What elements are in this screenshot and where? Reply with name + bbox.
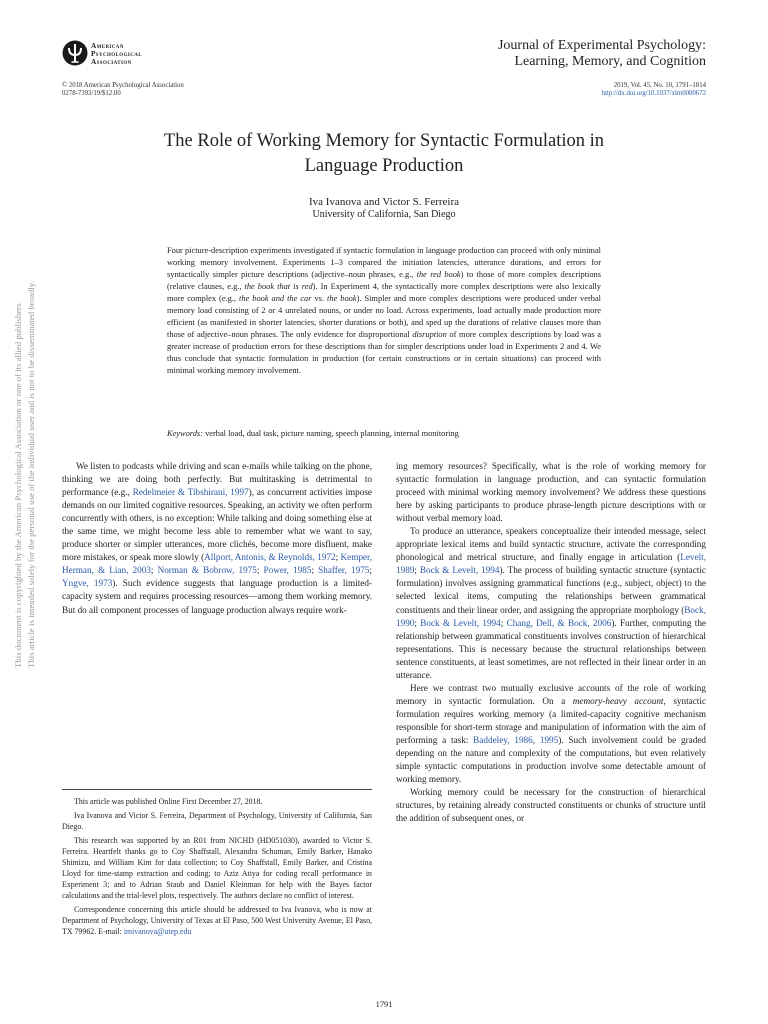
body-paragraph: ing memory resources? Specifically, what is the role of working memory for syntactic formulation in language production, and can syntactic formulation proceed with minimal working memory involvement? We address these questions here by asking participants to produce phrase-length picture descriptions with or without verbal memory load. — [396, 461, 706, 524]
citation-link[interactable]: Redelmeier & Tibshirani, 1997 — [132, 487, 249, 498]
journal-name — [376, 38, 706, 70]
citation-link[interactable]: Chang, Dell, & Bock, 2006 — [506, 617, 612, 628]
keywords — [167, 428, 601, 440]
citation-link[interactable]: imivanova@utep.edu — [123, 927, 192, 936]
volume-line: 2019, Vol. 45, No. 10, 1791–1814 — [613, 82, 706, 89]
citation-link[interactable]: Bock & Levelt, 1994 — [419, 565, 500, 576]
citation-link[interactable]: Shaffer, 1975 — [318, 565, 370, 576]
body-paragraph: Here we contrast two mutually exclusive accounts of the role of working memory in syntactic formulation. On a memory-heavy account, syntactic formulation requires working memory (a limited-capacity cognitive mechanism responsible for short-term storage and manipulation of information with the aim of performing a task: Baddeley, 1986, 1995). Such involvement could be graded depending on the nature and complexity of the computations, but even relatively simple syntactic computations in production involve some detectable amount of working memory. — [396, 682, 706, 785]
publisher-line: American — [91, 42, 124, 50]
journal-line: Journal of Experimental Psychology: — [497, 38, 706, 53]
italic-text: memory-heavy account — [572, 695, 664, 706]
keywords-label: Keywords: — [167, 429, 203, 438]
citation-link[interactable]: Baddeley, 1986 — [473, 734, 533, 745]
body-paragraph: We listen to podcasts while driving and scan e-mails while talking on the phone, thinking we are doing both perfectly. But multitasking is detrimental to performance (e.g., Redelmeier & Tibshirani, 1997), as concurrent activities impose demands on our limited cognitive resources. Speaking, an activity we often perform concurrently with others, is no exception: While talking and doing something else at the same time, we might become less able to remember what we want to say, produce shorter or simpler utterances, more clichés, become more disfluent, make more mistakes, or speak more slowly (Allport, Antonis, & Reynolds, 1972; Kemper, Herman, & Lian, 2003; Norman & Bobrow, 1975; Power, 1985; Shaffer, 1975; Yngve, 1973). Such evidence suggests that language production is a limited-capacity system and requires processing resources—among them working memory. But do all component processes of language production always require work- — [62, 461, 373, 615]
citation-link[interactable]: Yngve, 1973 — [62, 578, 113, 589]
citation-link[interactable]: 1995 — [539, 734, 559, 745]
publisher-line: Psychological — [91, 50, 142, 58]
issn-line: 0278-7393/19/$12.00 — [62, 90, 121, 97]
citation-link[interactable]: Allport, Antonis, & Reynolds, 1972 — [204, 552, 336, 563]
sidebar-line: This article is intended solely for the personal use of the individual user and is not to be disseminated broadly. — [26, 281, 36, 668]
abstract: Four picture-description experiments investigated if syntactic formulation in language production can proceed with only minimal working memory involvement. Experiments 1–3 compared the initiation latencies, utterance durations, and errors for syntactically simpler picture descriptions (adjective–noun phrases, e.g., the red book) to those of more complex descriptions (relative clauses, e.g., the book that is red). In Experiment 4, the syntactically more complex descriptions were also lexically more complex (e.g., the book and the car vs. the book). Simpler and more complex descriptions were produced under verbal memory load consisting of 2 or 4 unrelated nouns, or under no load. Across experiments, load actually made production more efficient (as manifested in shorter latencies, shorter durations or both), and sped up the durations of relative clauses more than those of adjective–noun phrases. The only evidence for disproportional disruption of more complex descriptions by load was a greater increase of production errors for these descriptions than for simpler descriptions under load in Experiments 2 and 4. We thus conclude that syntactic formulation in production (for certain constructions or in certain situations) can proceed with minimal working memory involvement. — [167, 246, 602, 376]
title-line: Language Production — [304, 156, 464, 176]
copyright-block — [62, 82, 184, 98]
doi-link[interactable]: http://dx.doi.org/10.1037/xlm0000672 — [601, 90, 706, 97]
article-title — [62, 129, 706, 179]
citation-link[interactable]: Kemper, Herman, & Lian, 2003 — [62, 552, 373, 576]
italic-text: the book and the car — [239, 294, 312, 304]
footnote-divider — [62, 789, 372, 790]
italic-text: the book — [327, 294, 357, 304]
footnote: This article was published Online First December 27, 2018. — [74, 797, 263, 806]
publisher-name — [91, 42, 142, 66]
footnote: Correspondence concerning this article should be addressed to Iva Ivanova, who is now at Department of Psychology, University of Texas at El Paso, 500 West University Avenue, El Paso, TX 79962. E-mail: imivanova@utep.edu — [62, 905, 372, 936]
citation-link[interactable]: Power, 1985 — [263, 565, 312, 576]
footnotes — [62, 796, 372, 940]
footnote: Iva Ivanova and Victor S. Ferreira, Department of Psychology, University of California, San Diego. — [62, 811, 372, 831]
journal-line: Learning, Memory, and Cognition — [514, 54, 706, 69]
affiliation: University of California, San Diego — [312, 209, 456, 220]
body-paragraph: To produce an utterance, speakers conceptualize their intended message, select appropriate lexical items and build syntactic structure, activate the corresponding phonological and metrical structure, and finally engage in articulation (Levelt, 1989; Bock & Levelt, 1994). The process of building syntactic structure (syntactic formulation) involves assigning grammatical functions (e.g., subject, object) to the selected lexical items, computing the relationships between grammatical constituents and their linear order, and assigning the appropriate morphology (Bock, 1990; Bock & Levelt, 1994; Chang, Dell, & Bock, 2006). Further, computing the relationship between grammatical constituents involves construction of hierarchical representations. This is necessary because the structural relationships between sentence constituents, at least sometimes, are not reflected in their linear order in an utterance. — [396, 526, 706, 680]
apa-psi-icon — [62, 40, 88, 66]
copyright-line: © 2018 American Psychological Association — [62, 82, 184, 89]
italic-text: disruption — [412, 330, 447, 340]
footnote: This research was supported by an R01 from NICHD (HD051030), awarded to Victor S. Ferreira. Heartfelt thanks go to Coy Shaffstall, Alexandra Schuman, Emily Barker, Hanako Shimizu, and William Kim for data collection; to Coy Shaffstall, Emily Barker, and Cristina Lloyd for time-stamp extraction and coding; to Aziz Atiya for coding recall performance in Experiment 3; and to Adrian Staub and Daniel Kleinman for help with the Bayes factor calculations and the trial-level plots, respectively. The authors declare no conflict of interest. — [62, 836, 372, 900]
left-column — [62, 460, 372, 617]
sidebar-line: This document is copyrighted by the American Psychological Association or one of its allied publishers. — [13, 301, 23, 668]
citation-link[interactable]: Norman & Bobrow, 1975 — [157, 565, 257, 576]
italic-text: the book that is red — [244, 282, 313, 292]
body-paragraph: Working memory could be necessary for the construction of hierarchical structures, by retaining already constructed constituents or chunks of structure until the addition of subsequent ones, or — [396, 787, 706, 824]
apa-logo — [62, 40, 207, 72]
right-column — [396, 460, 706, 825]
authors: Iva Ivanova and Victor S. Ferreira — [308, 196, 460, 208]
italic-text: the red book — [416, 270, 461, 280]
copyright-sidebar — [12, 248, 38, 668]
title-line: The Role of Working Memory for Syntactic Formulation in — [163, 131, 605, 151]
keywords-text: verbal load, dual task, picture naming, speech planning, internal monitoring — [202, 429, 459, 438]
publisher-line: Association — [91, 58, 132, 66]
citation-link[interactable]: Bock, 1990 — [396, 604, 706, 628]
citation-link[interactable]: Bock & Levelt, 1994 — [420, 617, 501, 628]
citation-link[interactable]: Levelt, 1989 — [396, 552, 706, 576]
citation-block — [602, 82, 706, 98]
page-number: 1791 — [375, 1000, 393, 1009]
